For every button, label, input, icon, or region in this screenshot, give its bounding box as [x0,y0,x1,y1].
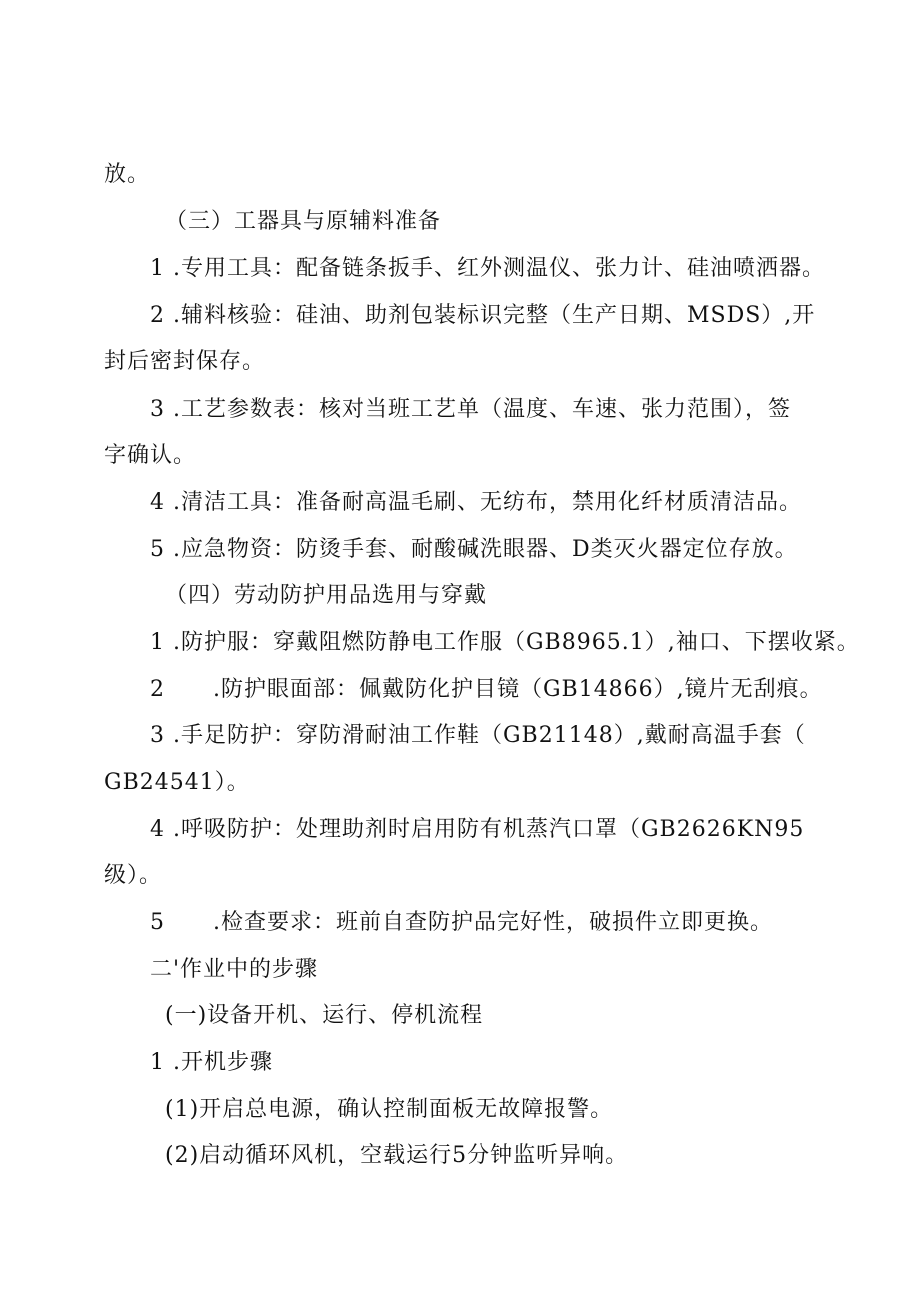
list-item-continuation: GB24541）。 [104,770,250,795]
list-item: 1 .防护服：穿戴阻燃防静电工作服（GB8965.1）,袖口、下摆收紧。 [150,630,860,655]
list-item: 4 .呼吸防护：处理助剂时启用防有机蒸汽口罩（GB2626KN95 [150,817,805,842]
list-item-continuation: 字确认。 [104,443,197,468]
list-item: 5 .检查要求：班前自查防护品完好性，破损件立即更换。 [150,910,773,935]
list-item: 4 .清洁工具：准备耐高温毛刷、无纺布，禁用化纤材质清洁品。 [150,490,802,515]
list-item: 1 .专用工具：配备链条扳手、红外测温仪、张力计、硅油喷洒器。 [150,256,825,281]
list-item: 3 .工艺参数表：核对当班工艺单（温度、车速、张力范围），签 [150,397,791,422]
list-item: 2 .防护眼面部：佩戴防化护目镜（GB14866）,镜片无刮痕。 [150,677,823,702]
section-heading-protective-equipment: （四）劳动防护用品选用与穿戴 [165,583,488,608]
section-heading-startup-shutdown: (一)设备开机、运行、停机流程 [165,1003,484,1028]
chapter-heading-operation-steps: 二'作业中的步骤 [150,957,319,982]
list-item-continuation: 级）。 [104,863,163,888]
continuation-line: 放。 [104,162,151,187]
list-item-continuation: 封后密封保存。 [104,349,266,374]
list-item: 3 .手足防护：穿防滑耐油工作鞋（GB21148）,戴耐高温手套（ [150,723,806,748]
step-item: (2)启动循环风机，空载运行5分钟监听异响。 [165,1143,629,1168]
subsection-heading-startup-steps: 1 .开机步骤 [150,1050,273,1075]
list-item: 5 .应急物资：防烫手套、耐酸碱洗眼器、D类灭火器定位存放。 [150,537,798,562]
list-item: 2 .辅料核验：硅油、助剂包装标识完整（生产日期、MSDS）,开 [150,303,816,328]
section-heading-tools-materials: （三）工器具与原辅料准备 [165,209,442,234]
step-item: (1)开启总电源，确认控制面板无故障报警。 [165,1097,614,1122]
